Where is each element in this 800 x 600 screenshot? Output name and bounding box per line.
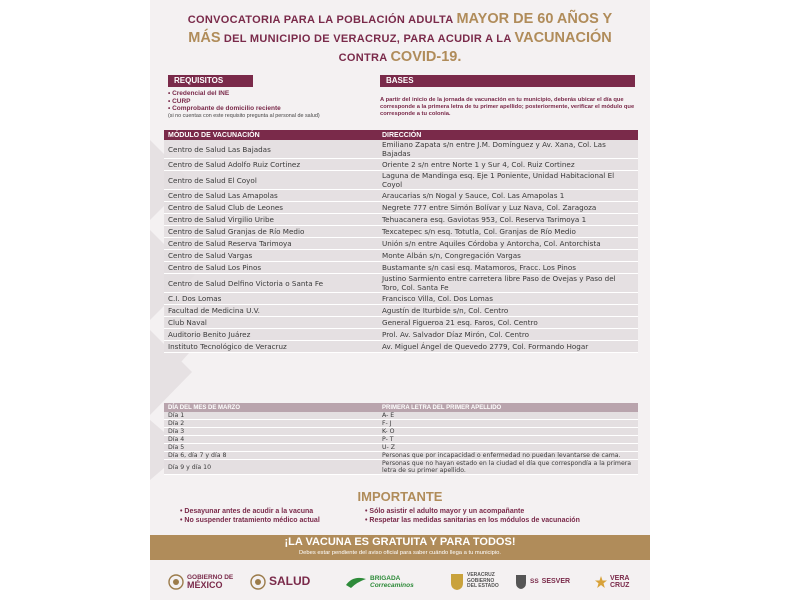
- table-row: [164, 202, 638, 214]
- module-name: Instituto Tecnológico de Veracruz: [164, 341, 378, 353]
- requisito-note: (si no cuentas con este requisito pregunta al personal de salud): [168, 112, 320, 119]
- logo-vera: VERA: [610, 574, 630, 582]
- importante-right: [365, 507, 580, 525]
- module-address: Justino Sarmiento entre carretera libre Paso de Ovejas y Paso del Toro, Col. Santa Fe: [378, 274, 638, 293]
- module-name: Centro de Salud Las Bajadas: [164, 140, 378, 159]
- days-header-day: DÍA DEL MES DE MARZO: [164, 403, 378, 412]
- logos-row: [150, 563, 650, 600]
- table-row: [164, 317, 638, 329]
- shield-icon: [450, 573, 464, 591]
- module-name: Auditorio Benito Juárez: [164, 329, 378, 341]
- module-address: Agustín de Iturbide s/n, Col. Centro: [378, 305, 638, 317]
- importante-title: IMPORTANTE: [357, 489, 443, 504]
- table-row: [164, 274, 638, 293]
- module-address: Unión s/n entre Aquiles Córdoba y Antorcha, Col. Antorchista: [378, 238, 638, 250]
- title-line3-a: CONTRA: [338, 52, 391, 64]
- module-name: Centro de Salud Las Amapolas: [164, 190, 378, 202]
- title-line3-b: COVID-19.: [390, 49, 462, 65]
- bases-header: BASES: [380, 75, 635, 87]
- modules-header-module: MÓDULO DE VACUNACIÓN: [164, 130, 378, 140]
- title-line2-c: VACUNACIÓN: [514, 30, 612, 46]
- days-header-letter: PRIMERA LETRA DEL PRIMER APELLIDO: [378, 403, 638, 412]
- banner-headline: ¡LA VACUNA ES GRATUITA Y PARA TODOS!: [284, 536, 516, 548]
- day-label: Día 4: [164, 436, 378, 444]
- module-address: General Figueroa 21 esq. Faros, Col. Centro: [378, 317, 638, 329]
- module-address: Oriente 2 s/n entre Norte 1 y Sur 4, Col. Ruiz Cortinez: [378, 159, 638, 171]
- title-line2-a: MÁS: [188, 30, 221, 46]
- logo-veracruz-line2: GOBIERNO: [467, 577, 495, 584]
- module-address: Araucarias s/n Nogal y Sauce, Col. Las Amapolas 1: [378, 190, 638, 202]
- requisito-item: • Comprobante de domicilio reciente: [168, 105, 281, 112]
- logo-sesver: [515, 563, 570, 600]
- table-row: [164, 452, 638, 460]
- day-letters: A- E: [378, 412, 638, 420]
- module-name: Centro de Salud Delfino Victoria o Santa Fe: [164, 274, 378, 293]
- requisito-item: • Credencial del INE: [168, 90, 230, 97]
- module-name: Centro de Salud Adolfo Ruiz Cortinez: [164, 159, 378, 171]
- shield-icon: [515, 574, 527, 590]
- importante-item: • Sólo asistir el adulto mayor y un acompañante: [365, 508, 525, 515]
- logo-veracruz-municipio: [595, 563, 629, 600]
- module-address: Emiliano Zapata s/n entre J.M. Domínguez y Av. Xana, Col. Las Bajadas: [378, 140, 638, 159]
- module-name: Club Naval: [164, 317, 378, 329]
- day-letters: U- Z: [378, 444, 638, 452]
- table-row: [164, 420, 638, 428]
- requisito-item: • CURP: [168, 97, 191, 105]
- table-row: [164, 214, 638, 226]
- day-label: Día 3: [164, 428, 378, 436]
- module-address: Negrete 777 entre Simón Bolívar y Luz Nava, Col. Zaragoza: [378, 202, 638, 214]
- eagle-seal-icon: [168, 573, 184, 591]
- module-name: C.I. Dos Lomas: [164, 293, 378, 305]
- modules-table: [164, 130, 638, 353]
- day-letters: Personas que por incapacidad o enfermedad no puedan levantarse de cama.: [378, 452, 638, 460]
- module-address: Texcatepec s/n esq. Totutla, Col. Granjas de Río Medio: [378, 226, 638, 238]
- table-row: [164, 140, 638, 159]
- title-line1-b: MAYOR DE 60 AÑOS Y: [456, 11, 613, 27]
- module-address: Tehuacanera esq. Gaviotas 953, Col. Reserva Tarimoya 1: [378, 214, 638, 226]
- logo-brigada-line1: BRIGADA: [370, 574, 401, 582]
- module-name: Facultad de Medicina U.V.: [164, 305, 378, 317]
- table-row: [164, 171, 638, 190]
- banner-subtext: Debes estar pendiente del aviso oficial para saber cuándo llega a tu municipio.: [298, 550, 502, 556]
- logo-ss: SS: [530, 578, 539, 585]
- logo-salud-text: SALUD: [269, 574, 311, 588]
- table-row: [164, 238, 638, 250]
- bases-text: A partir del inicio de la jornada de vacunación en tu municipio, deberás ubicar el día que corresponde a la primera letra de tu primer apellido; posteriormente, verificar el módulo que corresponde a tu colonia.: [380, 97, 635, 117]
- runner-icon: [345, 575, 367, 589]
- importante-left: [180, 507, 320, 525]
- logo-veracruz-line1: VERACRUZ: [467, 572, 495, 579]
- table-row: [164, 412, 638, 420]
- logo-salud: [250, 563, 310, 600]
- modules-header-address: DIRECCIÓN: [378, 130, 638, 140]
- requisitos-header: REQUISITOS: [168, 75, 253, 87]
- vaccination-poster: [150, 0, 650, 600]
- table-row: [164, 444, 638, 452]
- module-address: Prol. Av. Salvador Díaz Mirón, Col. Centro: [378, 329, 638, 341]
- day-label: Día 1: [164, 412, 378, 420]
- table-row: [164, 262, 638, 274]
- table-row: [164, 428, 638, 436]
- module-address: Monte Albán s/n, Congregación Vargas: [378, 250, 638, 262]
- table-row: [164, 329, 638, 341]
- day-letters: F- J: [378, 420, 638, 428]
- logo-brigada-line2: Correcaminos: [370, 581, 414, 589]
- importante-item: • Desayunar antes de acudir a la vacuna: [180, 508, 314, 515]
- table-row: [164, 460, 638, 475]
- table-row: [164, 436, 638, 444]
- module-name: Centro de Salud Granjas de Río Medio: [164, 226, 378, 238]
- logo-gob-line1: GOBIERNO DE: [187, 573, 234, 581]
- logo-gob-line2: MÉXICO: [187, 579, 223, 590]
- day-letters: Personas que no hayan estado en la ciudad el día que correspondía a la primera letra de su primer apellido.: [378, 460, 638, 475]
- logo-sesver-text: SESVER: [541, 578, 571, 585]
- logo-veracruz-gobierno: [450, 563, 499, 600]
- module-name: Centro de Salud Club de Leones: [164, 202, 378, 214]
- module-address: Laguna de Mandinga esq. Eje 1 Poniente, Unidad Habitacional El Coyol: [378, 171, 638, 190]
- logo-veracruz-line3: DEL ESTADO: [467, 583, 499, 590]
- module-name: Centro de Salud Los Pinos: [164, 262, 378, 274]
- module-name: Centro de Salud El Coyol: [164, 171, 378, 190]
- days-table: [164, 403, 638, 475]
- day-letters: P- T: [378, 436, 638, 444]
- logo-brigada: [345, 563, 414, 600]
- table-row: [164, 250, 638, 262]
- requisitos-list: [168, 90, 368, 120]
- eagle-seal-icon: [250, 573, 266, 591]
- module-address: Bustamante s/n casi esq. Matamoros, Fracc. Los Pinos: [378, 262, 638, 274]
- table-row: [164, 305, 638, 317]
- table-row: [164, 159, 638, 171]
- module-name: Centro de Salud Vargas: [164, 250, 378, 262]
- module-name: Centro de Salud Reserva Tarimoya: [164, 238, 378, 250]
- logo-gobierno-mexico: [168, 563, 233, 600]
- page-title: [160, 10, 640, 67]
- star-icon: [595, 576, 607, 588]
- day-letters: K- O: [378, 428, 638, 436]
- module-name: Centro de Salud Virgilio Uribe: [164, 214, 378, 226]
- table-row: [164, 341, 638, 353]
- module-address: Francisco Villa, Col. Dos Lomas: [378, 293, 638, 305]
- title-line2-b: DEL MUNICIPIO DE VERACRUZ, PARA ACUDIR A LA: [220, 33, 515, 45]
- day-label: Día 5: [164, 444, 378, 452]
- logo-cruz: CRUZ: [610, 581, 630, 589]
- day-label: Día 6, día 7 y día 8: [164, 452, 378, 460]
- table-row: [164, 293, 638, 305]
- day-label: Día 2: [164, 420, 378, 428]
- title-line1-a: CONVOCATORIA PARA LA POBLACIÓN ADULTA: [187, 14, 457, 26]
- importante-item: • No suspender tratamiento médico actual: [180, 517, 320, 524]
- day-label: Día 9 y día 10: [164, 460, 378, 475]
- free-vaccine-banner: [150, 535, 650, 560]
- table-row: [164, 190, 638, 202]
- table-row: [164, 226, 638, 238]
- importante-item: • Respetar las medidas sanitarias en los módulos de vacunación: [365, 517, 580, 524]
- module-address: Av. Miguel Ángel de Quevedo 2779, Col. Formando Hogar: [378, 341, 638, 353]
